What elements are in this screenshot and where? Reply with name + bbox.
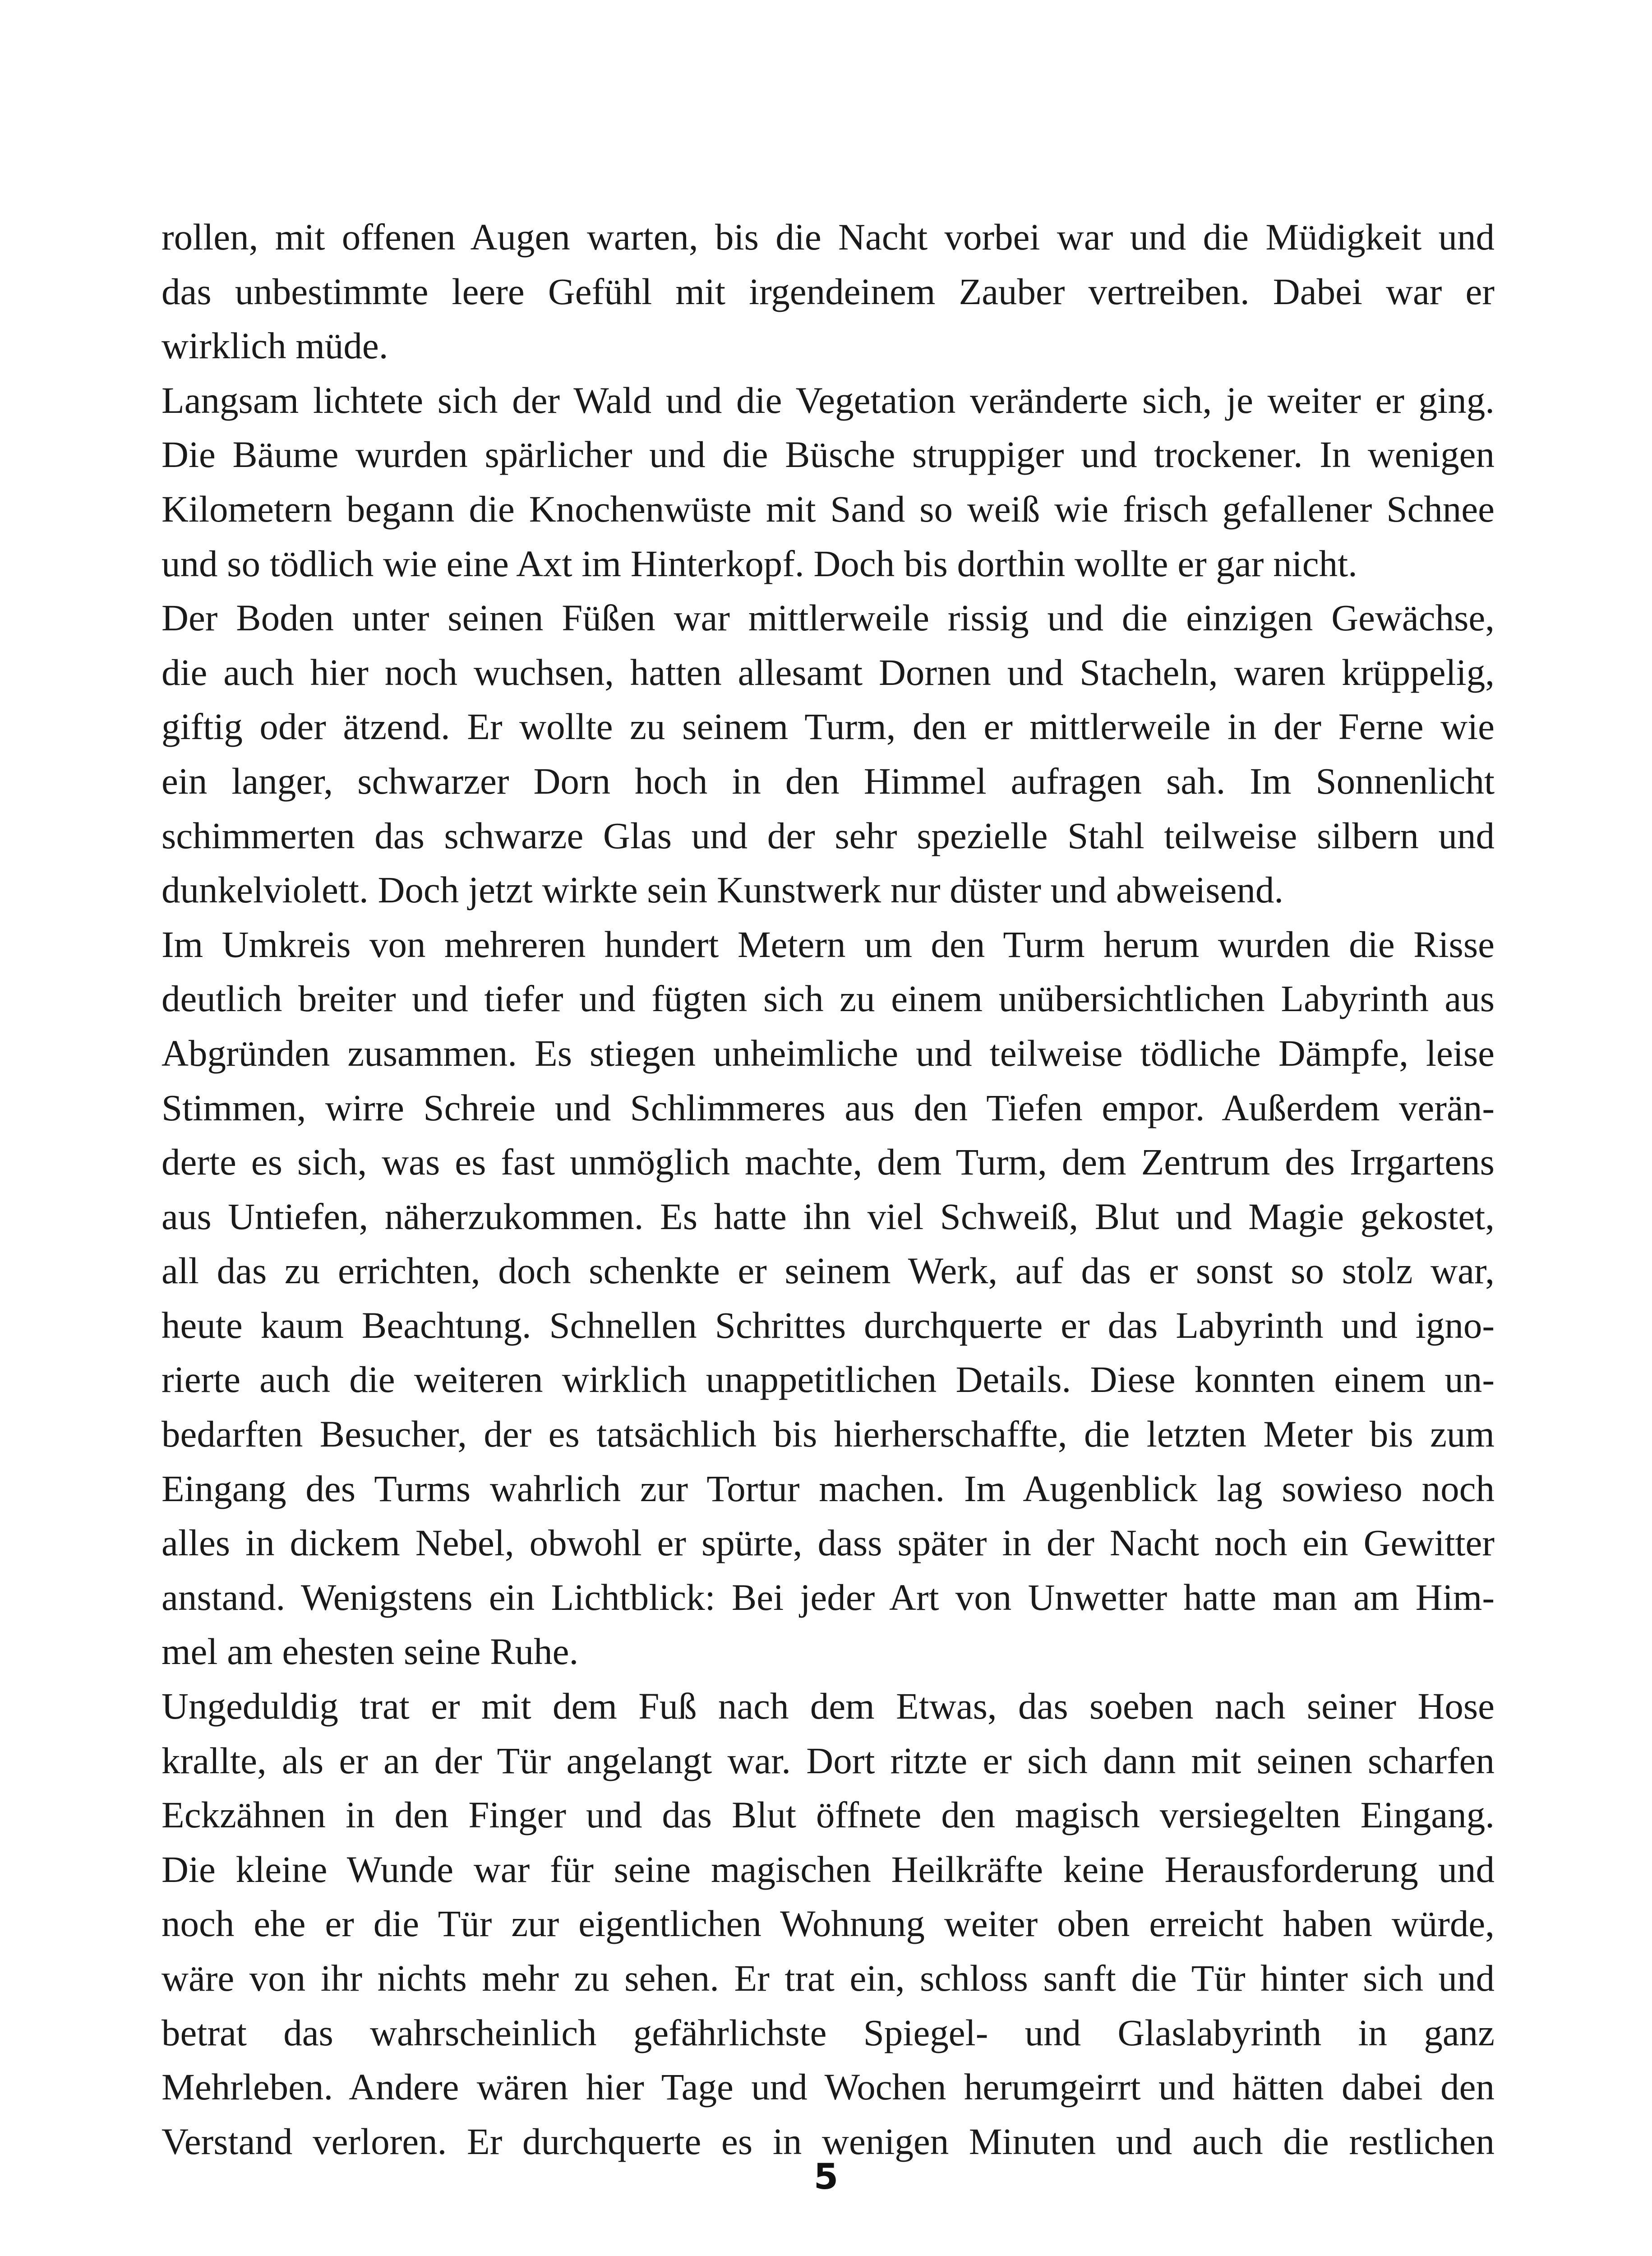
text-line: all das zu errichten, doch schenkte er seinem Werk, auf das er sonst so stolz war, [162,1250,1495,1292]
text-line: wäre von ihr nichts mehr zu sehen. Er trat ein, schloss sanft die Tür hinter sich und [162,1957,1495,1999]
text-line: Im Umkreis von mehreren hundert Metern um den Turm herum wurden die Risse [162,923,1495,965]
text-line: Die Bäume wurden spärlicher und die Büsche struppiger und trockener. In wenigen [162,434,1495,476]
text-line: Der Boden unter seinen Füßen war mittlerweile rissig und die einzigen Gewächse, [162,597,1495,639]
text-line: mel am ehesten seine Ruhe. [162,1631,579,1673]
text-line: dunkelviolett. Doch jetzt wirkte sein Kunstwerk nur düster und abweisend. [162,869,1284,911]
paragraph [162,1679,1495,2168]
text-line: betrat das wahrscheinlich gefährlichste Spiegel- und Glaslabyrinth in ganz [162,2011,1495,2053]
text-line: Kilometern begann die Knochenwüste mit Sand so weiß wie frisch gefallener Schnee [162,488,1495,530]
text-line: derte es sich, was es fast unmöglich machte, dem Turm, dem Zentrum des Irrgartens [162,1141,1495,1183]
text-line: Verstand verloren. Er durchquerte es in wenigen Minuten und auch die restlichen [162,2120,1495,2162]
text-line: rollen, mit offenen Augen warten, bis die Nacht vorbei war und die Müdigkeit und [162,216,1495,258]
text-line: bedarften Besucher, der es tatsächlich bis hierherschaffte, die letzten Meter bis zum [162,1413,1495,1455]
paragraph [162,591,1495,917]
text-line: deutlich breiter und tiefer und fügten sich zu einem unübersichtlichen Labyrinth aus [162,978,1495,1020]
text-line: Die kleine Wunde war für seine magischen Heilkräfte keine Herausforderung und [162,1848,1495,1890]
text-line: Mehrleben. Andere wären hier Tage und Wochen herumgeirrt und hätten dabei den [162,2066,1495,2108]
paragraph [162,917,1495,1679]
paragraph [162,373,1495,591]
text-line: aus Untiefen, näherzukommen. Es hatte ihn viel Schweiß, Blut und Magie gekostet, [162,1195,1495,1237]
text-line: krallte, als er an der Tür angelangt war. Dort ritzte er sich dann mit seinen scharfen [162,1739,1495,1781]
text-line: heute kaum Beachtung. Schnellen Schrittes durchquerte er das Labyrinth und igno- [162,1304,1495,1346]
text-line: ein langer, schwarzer Dorn hoch in den Himmel aufragen sah. Im Sonnenlicht [162,760,1495,802]
text-line: alles in dickem Nebel, obwohl er spürte, dass später in der Nacht noch ein Gewitter [162,1522,1495,1564]
paragraph [162,210,1495,373]
text-line: giftig oder ätzend. Er wollte zu seinem Turm, den er mittlerweile in der Ferne wie [162,706,1495,748]
text-line: noch ehe er die Tür zur eigentlichen Wohnung weiter oben erreicht haben würde, [162,1903,1495,1945]
text-line: schimmerten das schwarze Glas und der sehr spezielle Stahl teilweise silbern und [162,814,1495,856]
text-line: Abgründen zusammen. Es stiegen unheimliche und teilweise tödliche Dämpfe, leise [162,1032,1495,1074]
text-line: rierte auch die weiteren wirklich unappetitlichen Details. Diese konnten einem un- [162,1359,1495,1401]
body-text [162,210,1495,2168]
text-line: Eingang des Turms wahrlich zur Tortur machen. Im Augenblick lag sowieso noch [162,1467,1495,1509]
text-line: Eckzähnen in den Finger und das Blut öffnete den magisch versiegelten Eingang. [162,1794,1495,1836]
text-line: die auch hier noch wuchsen, hatten allesamt Dornen und Stacheln, waren krüppelig, [162,651,1495,693]
text-line: Langsam lichtete sich der Wald und die Vegetation veränderte sich, je weiter er ging. [162,379,1495,421]
page-number: 5 [813,2157,839,2197]
text-line: Ungeduldig trat er mit dem Fuß nach dem Etwas, das soeben nach seiner Hose [162,1685,1495,1727]
text-line: Stimmen, wirre Schreie und Schlimmeres aus den Tiefen empor. Außerdem verän- [162,1086,1495,1128]
text-line: wirklich müde. [162,325,388,367]
text-line: und so tödlich wie eine Axt im Hinterkopf. Doch bis dorthin wollte er gar nicht. [162,542,1357,584]
text-line: das unbestimmte leere Gefühl mit irgendeinem Zauber vertreiben. Dabei war er [162,270,1495,312]
text-line: anstand. Wenigstens ein Lichtblick: Bei jeder Art von Unwetter hatte man am Him- [162,1576,1495,1618]
